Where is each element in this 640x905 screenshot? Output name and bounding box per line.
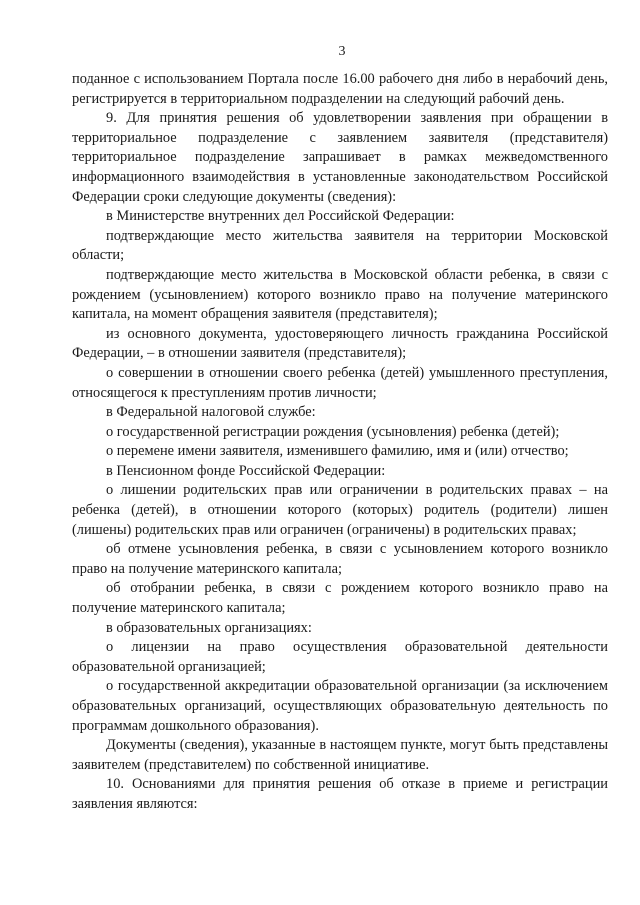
paragraph: Документы (сведения), указанные в настоящем пункте, могут быть представлены заявителем (представителем) по собственной инициативе. (72, 737, 608, 773)
paragraph: в Министерстве внутренних дел Российской Федерации: (106, 208, 455, 225)
paragraph: 9. Для принятия решения об удовлетворении заявления при обращении в территориальное подразделение с заявлением заявителя (представителя) территориальное подразделение запрашивает в рамках межведомственного информационного взаимодействия в установленные законодательством Российской Федерации сроки следующие документы (сведения): (72, 110, 608, 205)
paragraph: об отмене усыновления ребенка, в связи с усыновлением которого возникло право на получение материнского капитала; (72, 541, 608, 577)
paragraph: о лицензии на право осуществления образовательной деятельности образовательной организацией; (72, 639, 608, 675)
paragraph: в образовательных организациях: (106, 619, 312, 636)
paragraph: подтверждающие место жительства заявителя на территории Московской области; (72, 227, 608, 264)
paragraph: подтверждающие место жительства в Московской области ребенка, в связи с рождением (усыновлением) которого возникло право на получение материнского капитала, на момент обращения заявителя (представителя); (72, 266, 608, 323)
paragraph: о государственной аккредитации образовательной организации (за исключением образовательных организаций, осуществляющих образовательную деятельность по программам дошкольного образования). (72, 678, 608, 734)
page-number: 3 (338, 44, 346, 59)
paragraph: 10. Основаниями для принятия решения об отказе в приеме и регистрации заявления являются: (72, 776, 608, 812)
paragraph: в Пенсионном фонде Российской Федерации: (106, 462, 386, 479)
paragraph: из основного документа, удостоверяющего личность гражданина Российской Федерации, – в отношении заявителя (представителя); (72, 325, 608, 362)
paragraph: о совершении в отношении своего ребенка (детей) умышленного преступления, относящегося к преступлениям против личности; (72, 364, 608, 401)
paragraph: о лишении родительских прав или ограничении в родительских правах – на ребенка (детей), в отношении которого (которых) родитель (родители) лишен (лишены) родительских прав или ограничен (ограничены) в родительских правах; (72, 482, 608, 538)
paragraph: об отобрании ребенка, в связи с рождением которого возникло право на получение материнского капитала; (72, 580, 608, 617)
paragraph: поданное с использованием Портала после 16.00 рабочего дня либо в нерабочий день, регистрируется в территориальном подразделении на следующий рабочий день. (72, 71, 608, 107)
paragraph: о государственной регистрации рождения (усыновления) ребенка (детей); (106, 423, 560, 440)
paragraph: о перемене имени заявителя, изменившего фамилию, имя и (или) отчество; (106, 443, 569, 460)
document-body (72, 70, 608, 815)
paragraph: в Федеральной налоговой службе: (106, 404, 316, 421)
